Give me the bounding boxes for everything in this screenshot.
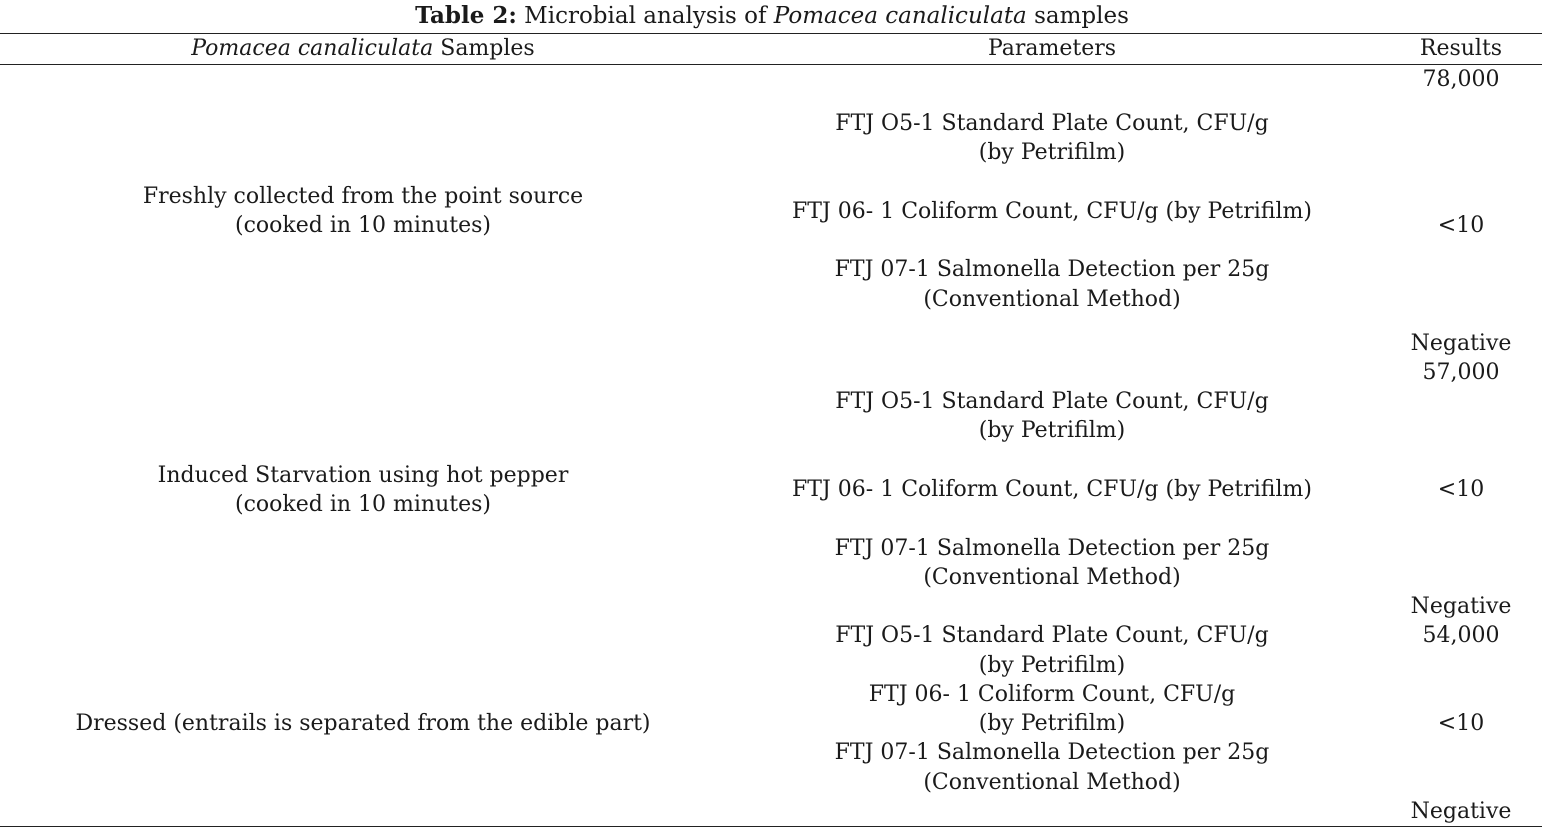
parameter-cell: FTJ 07-1 Salmonella Detection per 25g xyxy=(834,536,1270,561)
sample-cell: (cooked in 10 minutes) xyxy=(235,492,491,517)
header-samples-species: Pomacea canaliculata xyxy=(191,36,434,61)
parameter-cell: FTJ O5-1 Standard Plate Count, CFU/g xyxy=(835,111,1269,136)
table-caption xyxy=(0,2,1544,30)
sample-cell: Induced Starvation using hot pepper xyxy=(157,463,569,488)
sample-cell: Freshly collected from the point source xyxy=(142,184,584,209)
result-cell: Negative xyxy=(1410,594,1512,619)
caption-species: Pomacea canaliculata xyxy=(773,3,1027,29)
header-parameters: Parameters xyxy=(987,36,1117,61)
header-bottom-rule xyxy=(0,64,1542,65)
parameter-cell: (by Petrifilm) xyxy=(978,711,1126,736)
parameter-cell: (by Petrifilm) xyxy=(978,418,1126,443)
header-samples xyxy=(0,34,726,63)
header-samples-rest: Samples xyxy=(433,36,535,61)
parameter-cell: (Conventional Method) xyxy=(923,287,1181,312)
parameter-cell: (by Petrifilm) xyxy=(978,140,1126,165)
parameter-cell: (Conventional Method) xyxy=(923,565,1181,590)
parameter-cell: FTJ O5-1 Standard Plate Count, CFU/g xyxy=(835,623,1269,648)
parameter-cell: FTJ 06- 1 Coliform Count, CFU/g xyxy=(868,682,1236,707)
sample-cell: Dressed (entrails is separated from the edible part) xyxy=(75,711,651,736)
caption-text-after: samples xyxy=(1026,3,1129,29)
parameter-cell: FTJ 07-1 Salmonella Detection per 25g xyxy=(834,257,1270,282)
parameter-cell: FTJ 06- 1 Coliform Count, CFU/g (by Petrifilm) xyxy=(792,477,1312,502)
parameter-cell: FTJ O5-1 Standard Plate Count, CFU/g xyxy=(835,389,1269,414)
caption-label: Table 2: xyxy=(415,2,517,29)
table-bottom-rule xyxy=(0,826,1542,827)
result-cell: Negative xyxy=(1410,799,1512,824)
parameter-cell: (Conventional Method) xyxy=(923,770,1181,795)
parameter-cell: FTJ 07-1 Salmonella Detection per 25g xyxy=(834,740,1270,765)
result-cell: <10 xyxy=(1437,477,1485,502)
result-cell: Negative xyxy=(1410,331,1512,356)
result-cell: 57,000 xyxy=(1422,360,1500,385)
result-cell: 54,000 xyxy=(1422,623,1500,648)
caption-text-before: Microbial analysis of xyxy=(516,3,774,29)
sample-cell: (cooked in 10 minutes) xyxy=(235,213,491,238)
header-results: Results xyxy=(1419,36,1503,61)
result-cell: <10 xyxy=(1437,213,1485,238)
result-cell: <10 xyxy=(1437,711,1485,736)
result-cell: 78,000 xyxy=(1422,67,1500,92)
parameter-cell: (by Petrifilm) xyxy=(978,653,1126,678)
parameter-cell: FTJ 06- 1 Coliform Count, CFU/g (by Petrifilm) xyxy=(792,199,1312,224)
